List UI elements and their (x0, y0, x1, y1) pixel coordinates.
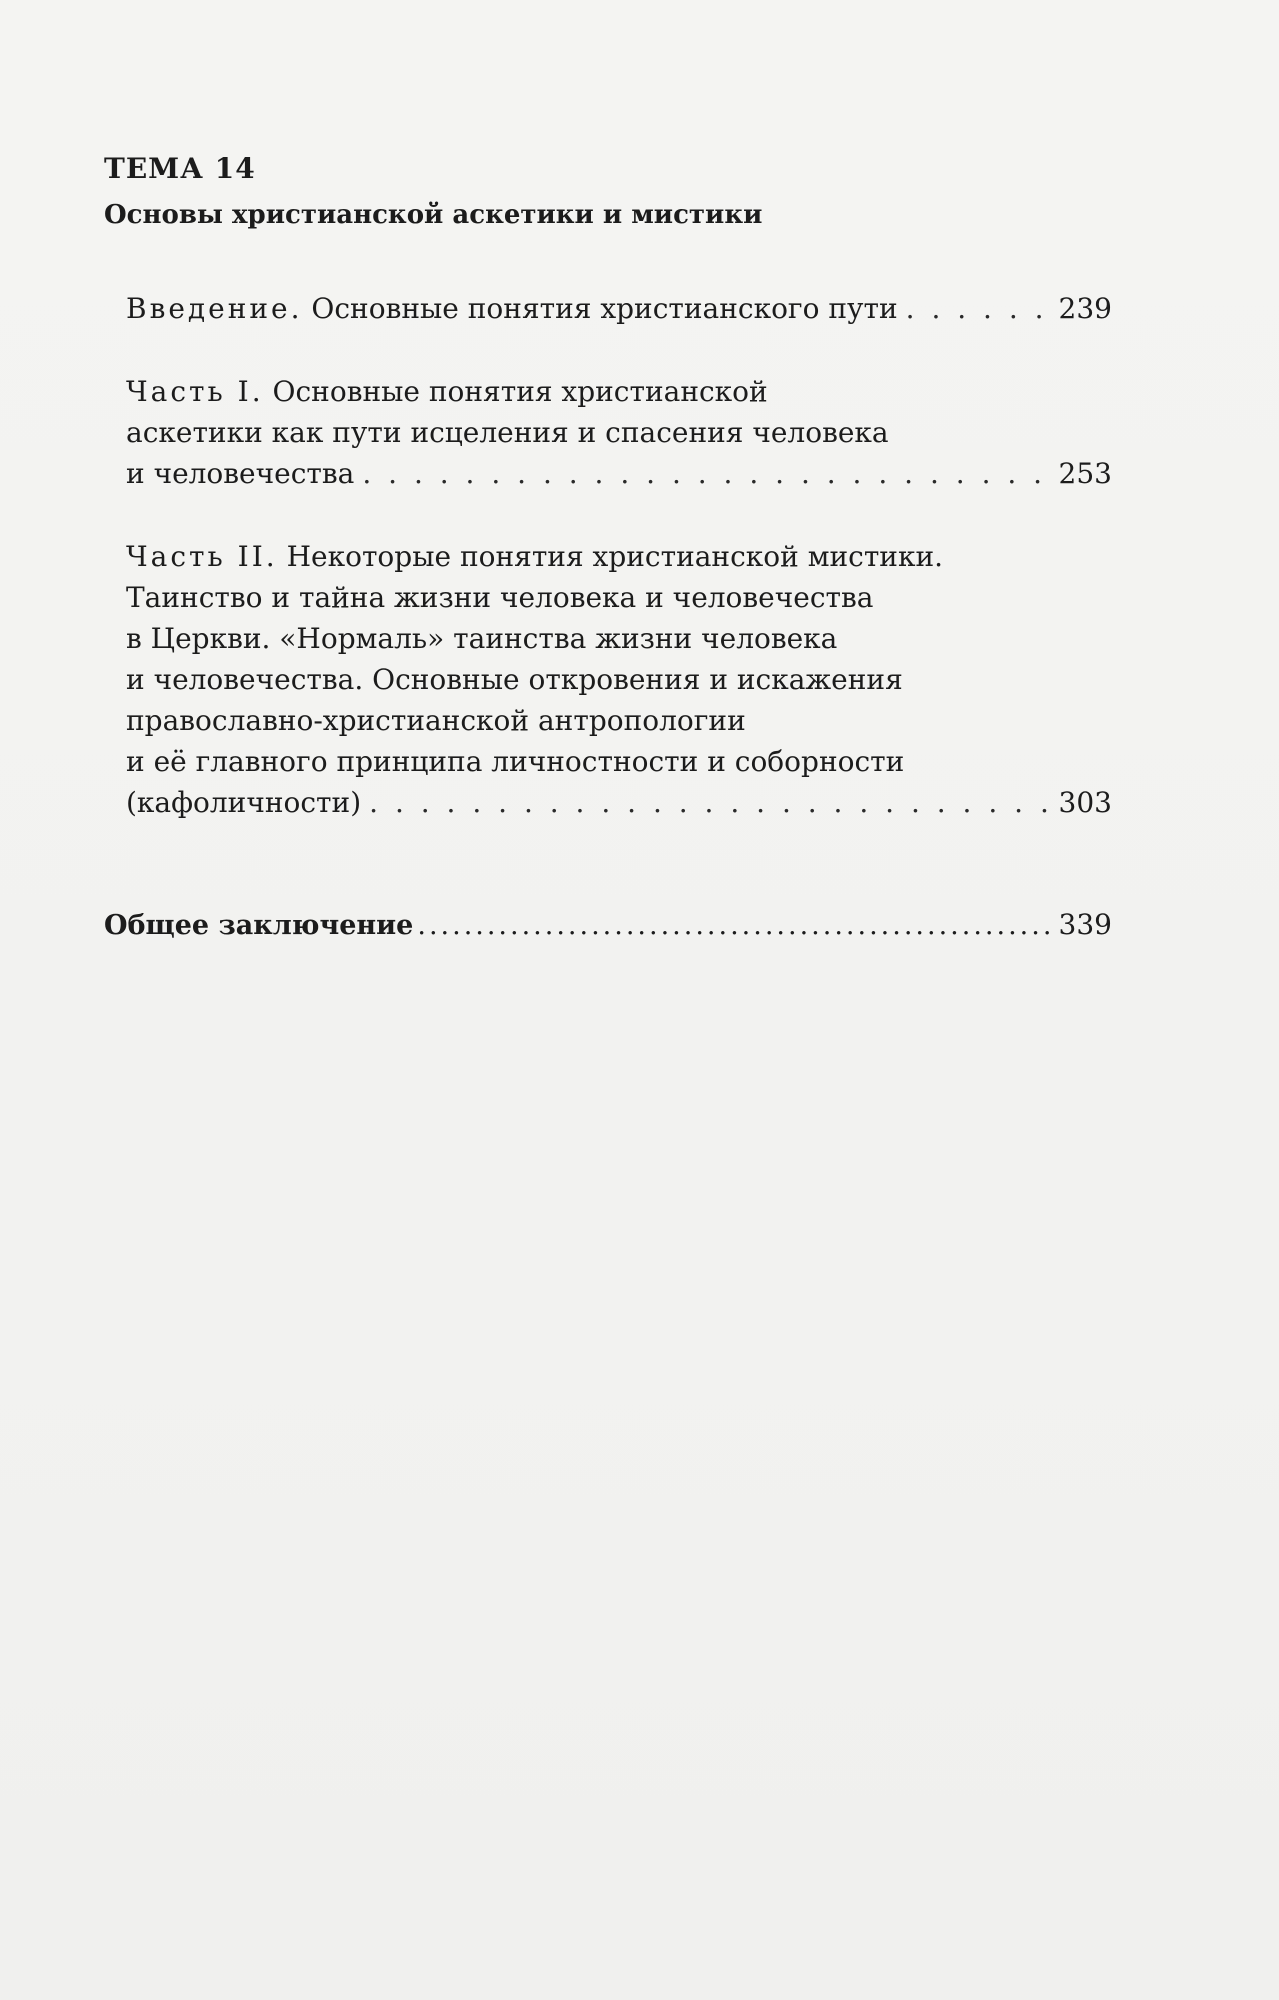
toc-entry-title-line: Основные понятия христианской (272, 375, 768, 408)
toc-entry-title-line: православно-христианской антропологии (126, 704, 746, 737)
toc-entry-title-line: в Церкви. «Нормаль» таинства жизни человека (126, 622, 838, 655)
toc-entry-general-conclusion[interactable] (104, 904, 1112, 946)
toc-entry-title-line: Таинство и тайна жизни человека и человечества (126, 581, 874, 614)
toc-page-number: 339 (1058, 908, 1112, 941)
toc-entry-title-line: и её главного принципа личностности и соборности (126, 745, 905, 778)
toc-entry-label: Введение. (126, 292, 303, 325)
toc-entry-title-line: и человечества (126, 457, 355, 490)
topic-title: Основы христианской аскетики и мистики (104, 200, 763, 230)
toc-entry-title-line: (кафоличности) (126, 786, 362, 819)
toc-page-number: 253 (1058, 457, 1112, 490)
dot-leader (906, 288, 1051, 329)
toc-page-number: 303 (1058, 786, 1112, 819)
toc-entry-part-2[interactable] (126, 536, 1112, 823)
toc-entry-title-line: и человечества. Основные откровения и искажения (126, 663, 903, 696)
toc-entry-label: Часть I. (126, 375, 264, 408)
toc-entry-title: Основные понятия христианского пути (311, 292, 898, 325)
toc-entry-title-line: аскетики как пути исцеления и спасения человека (126, 416, 889, 449)
table-of-contents (126, 288, 1112, 865)
toc-entry-label: Часть II. (126, 540, 278, 573)
toc-entry-introduction[interactable] (126, 288, 1112, 329)
toc-page-number: 239 (1058, 292, 1112, 325)
dot-leader (362, 453, 1050, 494)
topic-label: ТЕМА 14 (104, 152, 256, 185)
toc-entry-part-1[interactable] (126, 371, 1112, 494)
dot-leader (369, 782, 1050, 823)
toc-entry-title: Общее заключение (104, 910, 414, 941)
toc-entry-title-line: Некоторые понятия христианской мистики. (286, 540, 944, 573)
dot-leader (417, 905, 1052, 946)
